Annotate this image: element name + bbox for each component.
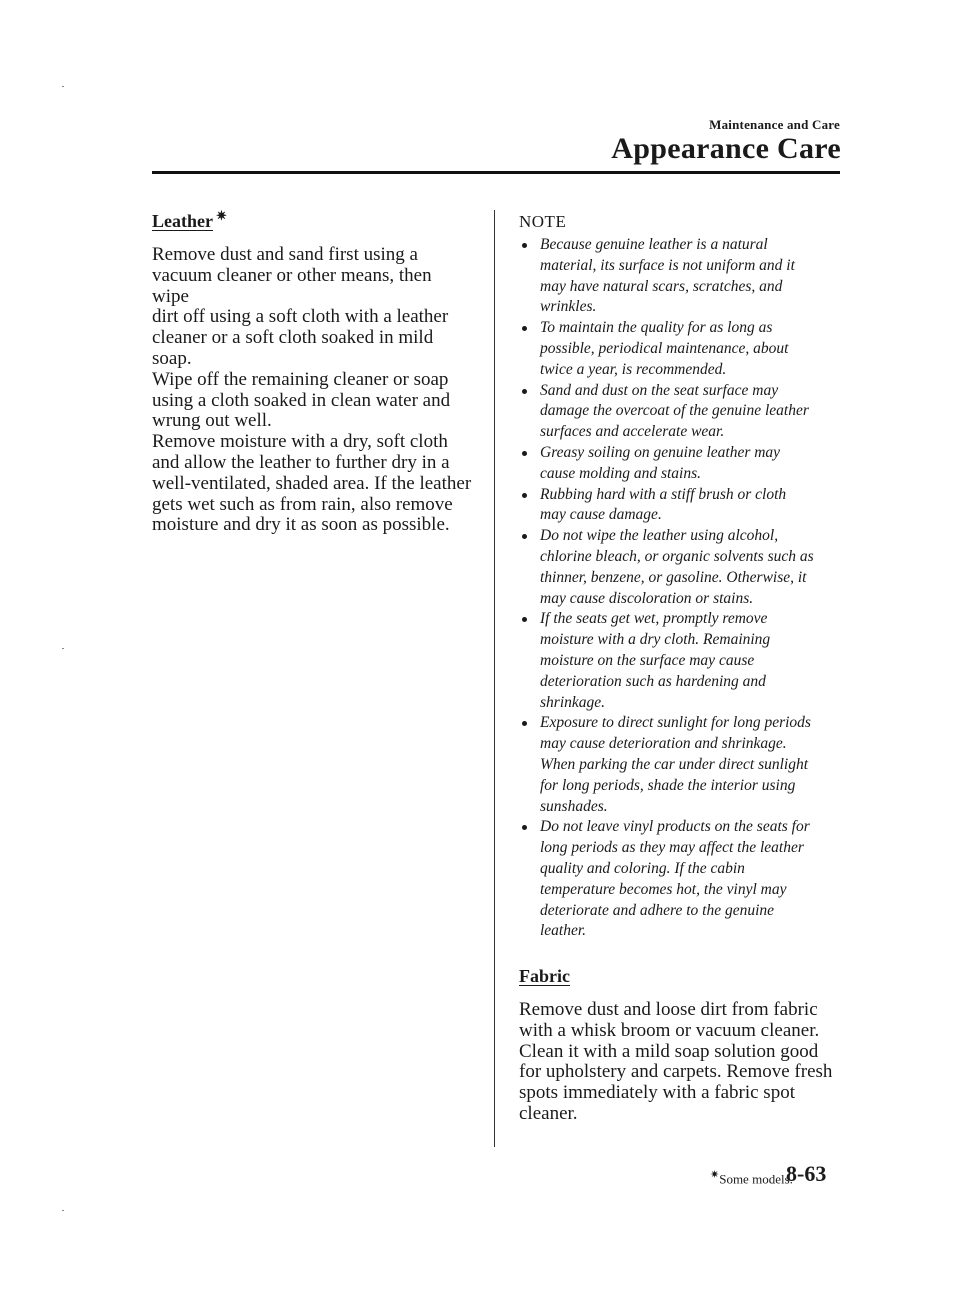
text-line: Clean it with a mild soap solution good xyxy=(519,1040,819,1062)
text-line: dirt off using a soft cloth with a leather xyxy=(152,306,449,328)
note-line: quality and coloring. If the cabin xyxy=(540,859,745,877)
page-number: 8-63 xyxy=(786,1161,827,1186)
note-line: wrinkles. xyxy=(540,298,597,316)
note-line: cause molding and stains. xyxy=(540,464,702,482)
note-line: chlorine bleach, or organic solvents such as xyxy=(540,547,814,565)
note-line: shrinkage. xyxy=(540,693,606,711)
text-line: cleaner. xyxy=(519,1103,578,1125)
note-title: NOTE xyxy=(519,212,567,231)
note-item xyxy=(519,381,844,443)
text-line: cleaner or a soft cloth soaked in mild xyxy=(152,327,434,349)
right-column xyxy=(519,212,844,1125)
note-line: for long periods, shade the interior using xyxy=(540,776,796,794)
text-line: Wipe off the remaining cleaner or soap xyxy=(152,368,449,390)
note-line: may cause damage. xyxy=(540,506,662,524)
text-line: wrung out well. xyxy=(152,410,272,432)
note-line: To maintain the quality for as long as xyxy=(540,319,773,337)
note-line: Because genuine leather is a natural xyxy=(540,236,768,253)
note-line: Do not leave vinyl products on the seats for xyxy=(540,818,810,836)
note-line: may have natural scars, scratches, and xyxy=(540,277,783,295)
leather-heading xyxy=(152,208,472,232)
bullet-icon xyxy=(522,617,527,622)
crop-mark-top xyxy=(62,86,64,87)
note-line: may cause deterioration and shrinkage. xyxy=(540,735,787,753)
text-line: and allow the leather to further dry in a xyxy=(152,451,450,473)
text-line: gets wet such as from rain, also remove xyxy=(152,493,453,515)
note-line: deteriorate and adhere to the genuine xyxy=(540,901,775,919)
column-divider xyxy=(494,210,495,1147)
note-line: If the seats get wet, promptly remove xyxy=(540,610,768,628)
text-line: well-ventilated, shaded area. If the leather xyxy=(152,472,472,494)
bullet-icon xyxy=(522,389,527,394)
note-item xyxy=(519,485,844,527)
note-line: leather. xyxy=(540,922,587,940)
leather-heading-text: Leather xyxy=(152,211,213,231)
bullet-icon xyxy=(522,825,527,830)
note-item xyxy=(519,713,844,817)
note-line: material, its surface is not uniform and it xyxy=(540,256,795,274)
fabric-body xyxy=(519,1000,844,1125)
note-item xyxy=(519,817,844,942)
note-list xyxy=(519,235,844,942)
section-label: Maintenance and Care xyxy=(709,117,840,132)
note-line: Greasy soiling on genuine leather may xyxy=(540,443,781,461)
note-line: may cause discoloration or stains. xyxy=(540,589,754,607)
note-line: sunshades. xyxy=(540,797,608,815)
footnote xyxy=(710,1168,793,1187)
asterisk-icon: ✷ xyxy=(215,208,227,223)
text-line: Remove moisture with a dry, soft cloth xyxy=(152,431,448,453)
note-line: moisture on the surface may cause xyxy=(540,651,755,669)
text-line: Remove dust and loose dirt from fabric xyxy=(519,999,818,1021)
bullet-icon xyxy=(522,534,527,539)
text-line: moisture and dry it as soon as possible. xyxy=(152,514,450,536)
note-line: When parking the car under direct sunlight xyxy=(540,755,809,773)
note-item xyxy=(519,526,844,609)
bullet-icon xyxy=(522,721,527,726)
bullet-icon xyxy=(522,326,527,331)
leather-body xyxy=(152,245,472,536)
text-line: using a cloth soaked in clean water and xyxy=(152,389,451,411)
bullet-icon xyxy=(522,243,527,248)
note-line: damage the overcoat of the genuine leather xyxy=(540,402,809,420)
note-line: Sand and dust on the seat surface may xyxy=(540,381,779,399)
note-line: surfaces and accelerate wear. xyxy=(540,423,725,441)
text-line: Remove dust and sand first using a xyxy=(152,244,418,265)
text-line: with a whisk broom or vacuum cleaner. xyxy=(519,1019,820,1041)
note-item xyxy=(519,609,844,713)
header-rule xyxy=(152,171,840,174)
leather-section xyxy=(152,208,472,536)
note-item xyxy=(519,318,844,380)
bullet-icon xyxy=(522,451,527,456)
note-item xyxy=(519,443,844,485)
fabric-heading: Fabric xyxy=(519,966,570,987)
note-line: Do not wipe the leather using alcohol, xyxy=(540,527,779,545)
note-line: Rubbing hard with a stiff brush or cloth xyxy=(540,485,787,503)
note-item xyxy=(519,235,844,318)
text-line: soap. xyxy=(152,347,192,369)
bullet-icon xyxy=(522,493,527,498)
note-line: moisture with a dry cloth. Remaining xyxy=(540,631,771,649)
note-line: long periods as they may affect the leather xyxy=(540,839,804,857)
note-line: deterioration such as hardening and xyxy=(540,672,766,690)
note-line: twice a year, is recommended. xyxy=(540,360,727,378)
asterisk-icon: ✷ xyxy=(710,1169,720,1181)
crop-mark-bottom xyxy=(62,1210,64,1211)
page-title: Appearance Care xyxy=(611,132,841,165)
note-line: Exposure to direct sunlight for long periods xyxy=(540,714,811,732)
note-line: temperature becomes hot, the vinyl may xyxy=(540,880,787,898)
crop-mark-middle xyxy=(62,648,64,649)
footnote-text: Some models. xyxy=(719,1171,793,1187)
text-line: spots immediately with a fabric spot xyxy=(519,1082,795,1104)
text-line: for upholstery and carpets. Remove fresh xyxy=(519,1061,833,1083)
note-line: possible, periodical maintenance, about xyxy=(540,339,789,357)
text-line: vacuum cleaner or other means, then wipe xyxy=(152,264,432,307)
note-line: thinner, benzene, or gasoline. Otherwise, it xyxy=(540,568,807,586)
